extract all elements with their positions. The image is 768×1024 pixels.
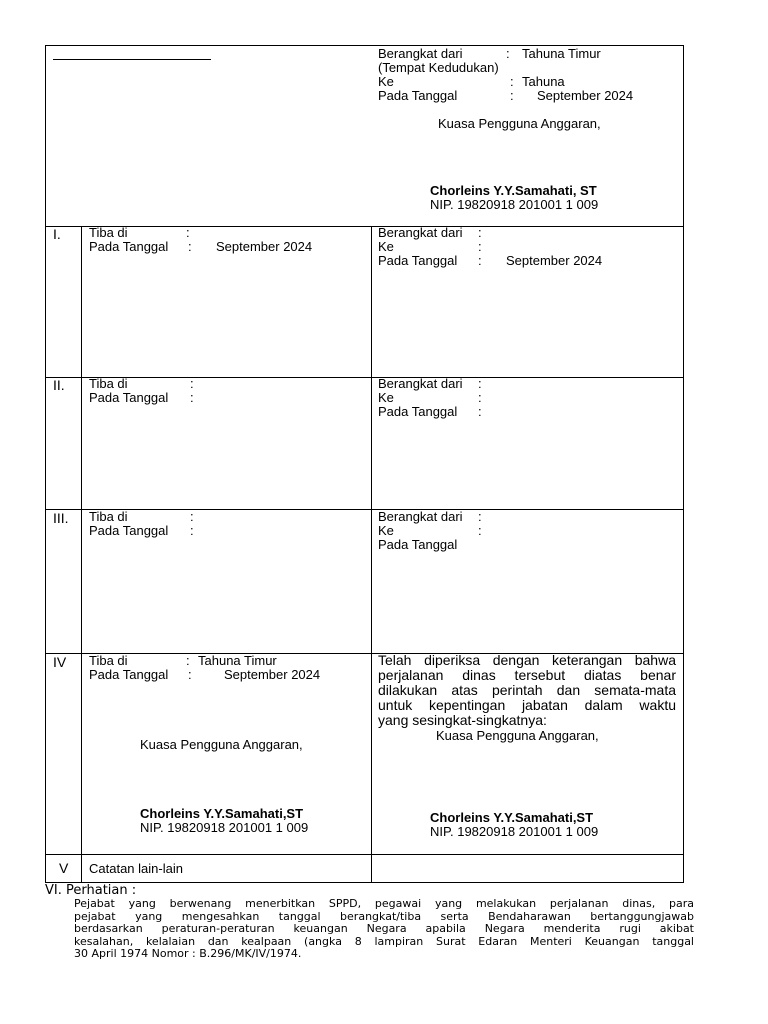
tanggal-label: Pada Tanggal bbox=[89, 523, 169, 538]
ke-label: Ke bbox=[378, 239, 394, 254]
tanggal-colon: : bbox=[188, 239, 192, 254]
tanggal-value: September 2024 bbox=[216, 239, 313, 254]
row-divider bbox=[45, 509, 684, 510]
section-number: V bbox=[59, 860, 69, 876]
header-kpa-title: Kuasa Pengguna Anggaran, bbox=[438, 116, 601, 131]
signature-line bbox=[53, 59, 211, 60]
middle-column-divider bbox=[371, 226, 372, 883]
tanggal-colon: : bbox=[188, 667, 192, 682]
perhatian-line: kesalahan, kelalaian dan kealpaan (angka 8 lampiran Surat Edaran Menteri Keuangan tanggal bbox=[74, 934, 694, 948]
header-berangkat-label: Berangkat dari bbox=[378, 46, 463, 61]
right-signer-name: Chorleins Y.Y.Samahati,ST bbox=[430, 810, 594, 825]
right-tanggal-label: Pada Tanggal bbox=[378, 404, 458, 419]
header-tempat-kedudukan: (Tempat Kedudukan) bbox=[378, 60, 499, 75]
header-ke-value: Tahuna bbox=[522, 74, 565, 89]
tiba-colon: : bbox=[186, 225, 190, 240]
perhatian-line: pejabat yang mengesahkan tanggal berangkat/tiba serta Bendaharawan bertanggungjawab bbox=[74, 909, 694, 923]
tanggal-label: Pada Tanggal bbox=[89, 667, 169, 682]
tanggal-colon: : bbox=[190, 390, 194, 405]
catatan-label: Catatan lain-lain bbox=[89, 861, 183, 876]
tiba-colon: : bbox=[186, 653, 190, 668]
kpa-title: Kuasa Pengguna Anggaran, bbox=[140, 737, 303, 752]
berangkat-colon: : bbox=[478, 509, 482, 524]
right-tanggal-colon: : bbox=[478, 253, 482, 268]
number-column-divider bbox=[81, 226, 82, 883]
tiba-label: Tiba di bbox=[89, 653, 128, 668]
right-tanggal-label: Pada Tanggal bbox=[378, 537, 458, 552]
tanggal-colon: : bbox=[190, 523, 194, 538]
header-ke-label: Ke bbox=[378, 74, 394, 89]
perhatian-line: Pejabat yang berwenang menerbitkan SPPD, pegawai yang melakukan perjalanan dinas, para bbox=[74, 897, 694, 910]
right-tanggal-colon: : bbox=[478, 404, 482, 419]
right-kpa-title: Kuasa Pengguna Anggaran, bbox=[436, 728, 599, 743]
header-tanggal-label: Pada Tanggal bbox=[378, 88, 458, 103]
statement-line: perjalanan dinas tersebut diatas benar bbox=[378, 667, 676, 683]
berangkat-label: Berangkat dari bbox=[378, 376, 463, 391]
tiba-colon: : bbox=[190, 376, 194, 391]
header-berangkat-colon: : bbox=[506, 46, 510, 61]
header-tanggal-value: September 2024 bbox=[537, 88, 634, 103]
section-number: III. bbox=[53, 510, 69, 526]
sppd-form-table bbox=[45, 45, 684, 883]
tiba-label: Tiba di bbox=[89, 509, 128, 524]
statement-line: Telah diperiksa dengan keterangan bahwa bbox=[378, 652, 676, 668]
tiba-colon: : bbox=[190, 509, 194, 524]
row-divider bbox=[45, 226, 684, 227]
signer-nip: NIP. 19820918 201001 1 009 bbox=[140, 820, 309, 835]
statement-line: untuk kepentingan jabatan dalam waktu bbox=[378, 697, 676, 713]
tiba-label: Tiba di bbox=[89, 225, 128, 240]
ke-label: Ke bbox=[378, 390, 394, 405]
right-tanggal-value: September 2024 bbox=[506, 253, 603, 268]
header-tanggal-colon: : bbox=[510, 88, 514, 103]
perhatian-line: berdasarkan peraturan-peraturan keuangan Negara apabila Negara menderita rugi akibat bbox=[74, 922, 694, 935]
right-signer-nip: NIP. 19820918 201001 1 009 bbox=[430, 824, 599, 839]
berangkat-colon: : bbox=[478, 225, 482, 240]
row-divider bbox=[45, 377, 684, 378]
statement-line: yang sesingkat-singkatnya: bbox=[378, 712, 547, 728]
tanggal-value: September 2024 bbox=[224, 667, 321, 682]
berangkat-label: Berangkat dari bbox=[378, 509, 463, 524]
tiba-label: Tiba di bbox=[89, 376, 128, 391]
header-signer-nip: NIP. 19820918 201001 1 009 bbox=[430, 197, 599, 212]
statement-line: dilakukan atas perintah dan semata-mata bbox=[378, 682, 676, 698]
ke-label: Ke bbox=[378, 523, 394, 538]
berangkat-colon: : bbox=[478, 376, 482, 391]
tanggal-label: Pada Tanggal bbox=[89, 390, 169, 405]
right-tanggal-label: Pada Tanggal bbox=[378, 253, 458, 268]
tanggal-label: Pada Tanggal bbox=[89, 239, 169, 254]
row-divider bbox=[45, 854, 684, 855]
ke-colon: : bbox=[478, 390, 482, 405]
header-signer-name: Chorleins Y.Y.Samahati, ST bbox=[430, 183, 597, 198]
tiba-value: Tahuna Timur bbox=[198, 653, 277, 668]
signer-name: Chorleins Y.Y.Samahati,ST bbox=[140, 806, 304, 821]
perhatian-title: VI. Perhatian : bbox=[45, 883, 137, 898]
header-ke-colon: : bbox=[510, 74, 514, 89]
perhatian-body bbox=[74, 898, 694, 961]
section-number: I. bbox=[53, 226, 61, 242]
section-number: II. bbox=[53, 377, 65, 393]
section-number: IV bbox=[53, 654, 67, 670]
berangkat-label: Berangkat dari bbox=[378, 225, 463, 240]
perhatian-line: 30 April 1974 Nomor : B.296/MK/IV/1974. bbox=[74, 947, 302, 960]
header-berangkat-value: Tahuna Timur bbox=[522, 46, 601, 61]
ke-colon: : bbox=[478, 239, 482, 254]
ke-colon: : bbox=[478, 523, 482, 538]
